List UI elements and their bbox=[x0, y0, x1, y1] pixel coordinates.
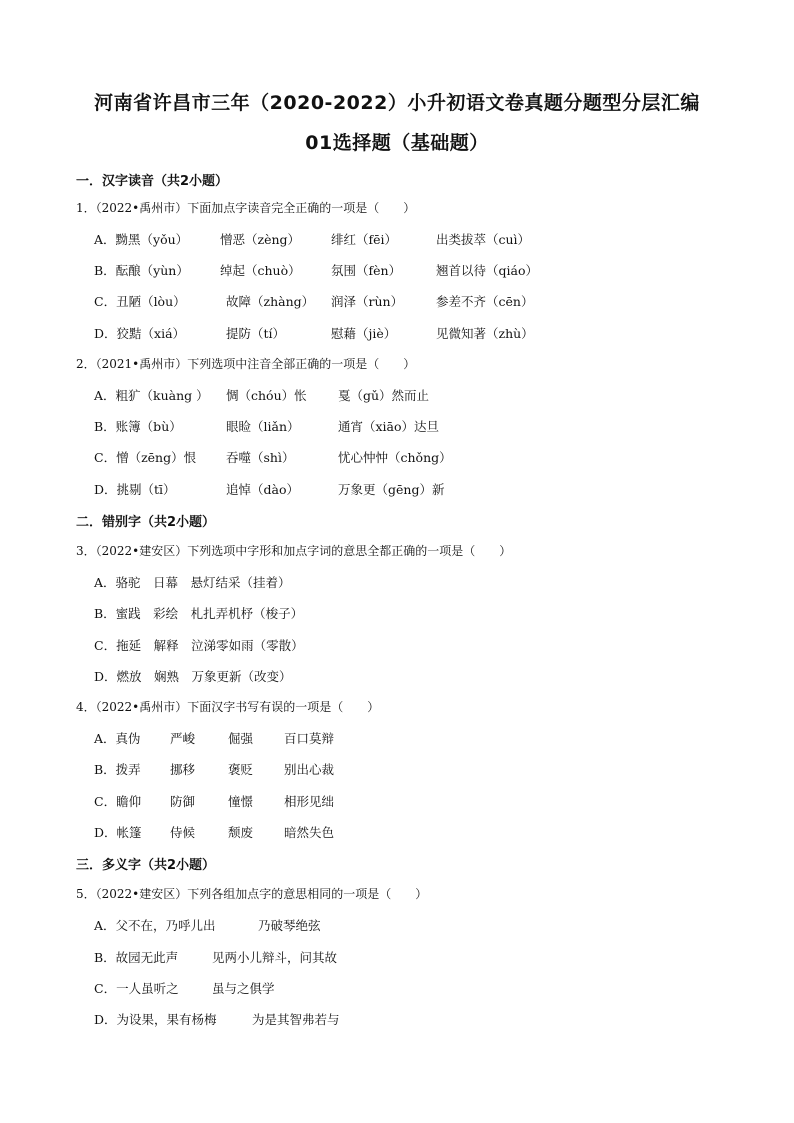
option-text: C．丑陋（lòu） bbox=[94, 294, 186, 309]
option-text: B．蜜践 彩绘 札扎弄机杼（梭子） bbox=[94, 606, 304, 621]
option-text: C．一人虽听之 bbox=[94, 981, 179, 996]
option-text: 忧心忡忡（chǒng） bbox=[338, 450, 452, 465]
option-text: 提防（tí） bbox=[226, 326, 286, 341]
option-text: 故障（zhàng） bbox=[226, 294, 315, 309]
option-text: 为是其智弗若与 bbox=[252, 1012, 340, 1027]
option-text: B．酝酿（yùn） bbox=[94, 263, 189, 278]
option-text: 褒贬 bbox=[228, 762, 254, 777]
option-text: 百口莫辩 bbox=[284, 731, 335, 746]
option-text: 万象更（gēng）新 bbox=[338, 482, 445, 497]
option-text: 憧憬 bbox=[228, 794, 254, 809]
option-text: 暗然失色 bbox=[284, 825, 335, 840]
question-stem: 1．（2022•禹州市）下面加点字读音完全正确的一项是（ ） bbox=[76, 201, 416, 215]
option-text: 出类拔萃（cuì） bbox=[436, 232, 531, 247]
option-text: 颓废 bbox=[228, 825, 254, 840]
question-stem: 5．（2022•建安区）下列各组加点字的意思相同的一项是（ ） bbox=[76, 887, 428, 901]
option-text: C．拖延 解释 泣涕零如雨（零散） bbox=[94, 638, 304, 653]
option-text: 别出心裁 bbox=[284, 762, 335, 777]
option-text: D．狡黠（xiá） bbox=[94, 326, 186, 341]
option-text: D．为设果，果有杨梅 bbox=[94, 1012, 217, 1027]
option-text: 见微知著（zhù） bbox=[436, 326, 534, 341]
option-text: 侍候 bbox=[170, 825, 196, 840]
option-text: 吞噬（shì） bbox=[226, 450, 295, 465]
option-text: D．帐篷 bbox=[94, 825, 142, 840]
option-text: 参差不齐（cēn） bbox=[436, 294, 534, 309]
option-text: 眼睑（liǎn） bbox=[226, 419, 300, 434]
question-stem: 4．（2022•禹州市）下面汉字书写有误的一项是（ ） bbox=[76, 700, 380, 714]
option-text: 挪移 bbox=[170, 762, 196, 777]
option-text: 润泽（rùn） bbox=[331, 294, 404, 309]
option-text: 翘首以待（qiáo） bbox=[436, 263, 538, 278]
option-text: 追悼（dào） bbox=[226, 482, 299, 497]
section-heading-pronunciation: 一．汉字读音（共2小题） bbox=[76, 174, 229, 189]
option-text: A．黝黑（yǒu） bbox=[94, 232, 189, 247]
option-text: 相形见绌 bbox=[284, 794, 335, 809]
section-heading-typos: 二．错别字（共2小题） bbox=[76, 515, 216, 530]
option-text: 戛（gǔ）然而止 bbox=[338, 388, 430, 403]
option-text: 通宵（xiāo）达旦 bbox=[338, 419, 440, 434]
option-text: 防御 bbox=[170, 794, 196, 809]
option-text: 见两小儿辩斗，问其故 bbox=[212, 950, 338, 965]
option-text: 绯红（fēi） bbox=[331, 232, 398, 247]
option-text: 乃破琴绝弦 bbox=[258, 918, 321, 933]
option-text: B．拨弄 bbox=[94, 762, 141, 777]
option-text: B．账簿（bù） bbox=[94, 419, 182, 434]
option-text: A．父不在，乃呼儿出 bbox=[94, 918, 216, 933]
option-text: 慰藉（jiè） bbox=[331, 326, 397, 341]
option-text: C．瞻仰 bbox=[94, 794, 142, 809]
option-text: 惆（chóu）怅 bbox=[226, 388, 307, 403]
option-text: B．故园无此声 bbox=[94, 950, 179, 965]
section-heading-polysemy: 三．多义字（共2小题） bbox=[76, 858, 216, 873]
option-text: 氛围（fèn） bbox=[331, 263, 402, 278]
document-subtitle: 01选择题（基础题） bbox=[305, 132, 489, 154]
question-stem: 3．（2022•建安区）下列选项中字形和加点字词的意思全都正确的一项是（ ） bbox=[76, 544, 512, 558]
option-text: D．燃放 娴熟 万象更新（改变） bbox=[94, 669, 292, 684]
option-text: 绰起（chuò） bbox=[220, 263, 301, 278]
document-title: 河南省许昌市三年（2020-2022）小升初语文卷真题分题型分层汇编 bbox=[94, 92, 700, 114]
option-text: D．挑剔（tī） bbox=[94, 482, 176, 497]
option-text: C．憎（zēng）恨 bbox=[94, 450, 197, 465]
question-stem: 2．（2021•禹州市）下列选项中注音全部正确的一项是（ ） bbox=[76, 357, 416, 371]
option-text: A．骆驼 日幕 悬灯结采（挂着） bbox=[94, 575, 291, 590]
option-text: A．真伪 bbox=[94, 731, 141, 746]
option-text: A．粗犷（kuàng ） bbox=[94, 388, 209, 403]
option-text: 严峻 bbox=[170, 731, 196, 746]
option-text: 虽与之俱学 bbox=[212, 981, 275, 996]
option-text: 倔强 bbox=[228, 731, 254, 746]
option-text: 憎恶（zèng） bbox=[220, 232, 301, 247]
